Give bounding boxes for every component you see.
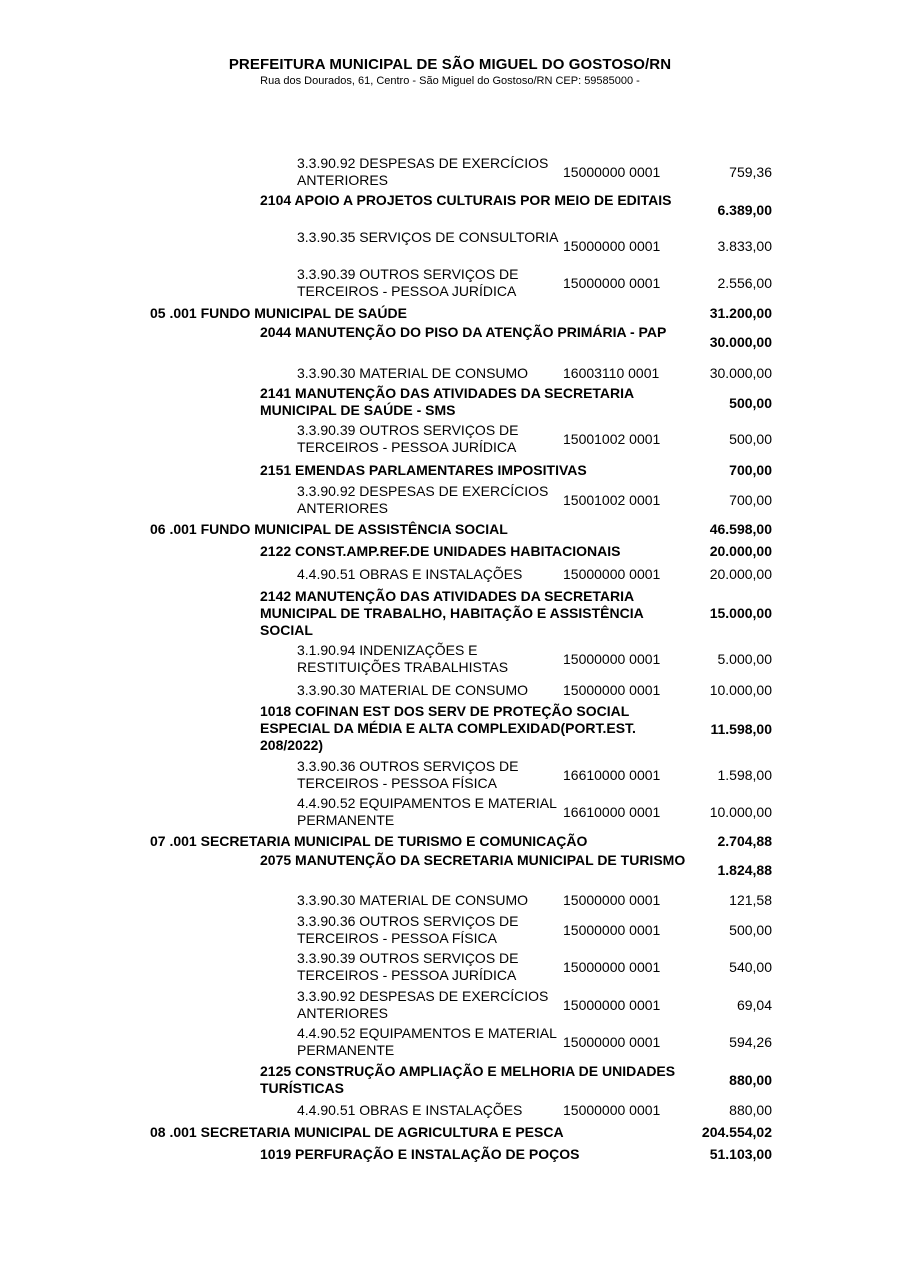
row-value: 11.598,00 (710, 721, 772, 737)
row-label: 4.4.90.51 OBRAS E INSTALAÇÕES (297, 1102, 523, 1118)
row-source: 15000000 0001 (563, 1102, 661, 1118)
row-source: 15000000 0001 (563, 682, 661, 698)
document-header (0, 56, 900, 87)
row-value: 700,00 (729, 492, 772, 508)
row-source: 15000000 0001 (563, 997, 661, 1013)
row-label: 3.3.90.30 MATERIAL DE CONSUMO (297, 365, 529, 381)
row-value: 204.554,02 (701, 1124, 772, 1140)
row-value: 15.000,00 (709, 605, 772, 621)
row-label: 07 .001 SECRETARIA MUNICIPAL DE TURISMO E COMUNICAÇÃO (150, 833, 588, 849)
row-label: 2075 MANUTENÇÃO DA SECRETARIA MUNICIPAL DE TURISMO (260, 852, 686, 868)
row-source: 15001002 0001 (563, 492, 661, 508)
row-label: 4.4.90.52 EQUIPAMENTOS E MATERIAL PERMANENTE (297, 795, 557, 828)
row-source: 15000000 0001 (563, 959, 661, 975)
row-value: 10.000,00 (709, 804, 772, 820)
row-value: 500,00 (729, 395, 772, 411)
row-value: 69,04 (736, 997, 772, 1013)
row-value: 594,26 (729, 1034, 772, 1050)
row-label: 05 .001 FUNDO MUNICIPAL DE SAÚDE (150, 305, 407, 321)
row-source: 15000000 0001 (563, 275, 661, 291)
row-label: 3.1.90.94 INDENIZAÇÕES E RESTITUIÇÕES TRABALHISTAS (297, 642, 509, 675)
row-value: 31.200,00 (709, 305, 772, 321)
row-value: 30.000,00 (709, 334, 772, 350)
row-label: 3.3.90.39 OUTROS SERVIÇOS DE TERCEIROS - PESSOA JURÍDICA (297, 422, 519, 455)
row-value: 10.000,00 (709, 682, 772, 698)
row-source: 15001002 0001 (563, 431, 661, 447)
row-value: 2.556,00 (717, 275, 772, 291)
row-value: 121,58 (729, 892, 772, 908)
row-label: 3.3.90.35 SERVIÇOS DE CONSULTORIA (297, 229, 559, 245)
row-label: 2142 MANUTENÇÃO DAS ATIVIDADES DA SECRETARIA MUNICIPAL DE TRABALHO, HABITAÇÃO E ASSISTÊNCIA SOCIAL (260, 588, 644, 638)
row-label: 2044 MANUTENÇÃO DO PISO DA ATENÇÃO PRIMÁRIA - PAP (260, 324, 667, 340)
row-label: 1019 PERFURAÇÃO E INSTALAÇÃO DE POÇOS (260, 1146, 580, 1162)
row-label: 3.3.90.92 DESPESAS DE EXERCÍCIOS ANTERIORES (297, 155, 549, 188)
row-value: 500,00 (729, 431, 772, 447)
row-source: 16003110 0001 (563, 365, 660, 381)
row-label: 08 .001 SECRETARIA MUNICIPAL DE AGRICULTURA E PESCA (150, 1124, 564, 1140)
row-label: 06 .001 FUNDO MUNICIPAL DE ASSISTÊNCIA SOCIAL (150, 521, 508, 537)
row-source: 15000000 0001 (563, 238, 661, 254)
row-label: 2104 APOIO A PROJETOS CULTURAIS POR MEIO DE EDITAIS (260, 192, 672, 208)
row-value: 500,00 (729, 922, 772, 938)
row-value: 1.598,00 (717, 767, 772, 783)
row-label: 3.3.90.39 OUTROS SERVIÇOS DE TERCEIROS - PESSOA JURÍDICA (297, 950, 519, 983)
row-value: 46.598,00 (709, 521, 772, 537)
row-value: 51.103,00 (709, 1146, 772, 1162)
row-value: 30.000,00 (709, 365, 772, 381)
row-source: 15000000 0001 (563, 164, 661, 180)
address-line: Rua dos Dourados, 61, Centro - São Miguel do Gostoso/RN CEP: 59585000 - (260, 75, 640, 87)
row-value: 700,00 (729, 462, 772, 478)
page-title: PREFEITURA MUNICIPAL DE SÃO MIGUEL DO GOSTOSO/RN (228, 56, 672, 73)
row-source: 15000000 0001 (563, 1034, 661, 1050)
row-source: 15000000 0001 (563, 892, 661, 908)
row-value: 759,36 (729, 164, 772, 180)
row-value: 5.000,00 (717, 651, 772, 667)
row-value: 880,00 (729, 1072, 772, 1088)
row-value: 880,00 (729, 1102, 772, 1118)
row-value: 1.824,88 (717, 862, 772, 878)
row-source: 15000000 0001 (563, 566, 661, 582)
row-label: 3.3.90.36 OUTROS SERVIÇOS DE TERCEIROS - PESSOA FÍSICA (297, 758, 519, 791)
row-label: 4.4.90.52 EQUIPAMENTOS E MATERIAL PERMANENTE (297, 1025, 557, 1058)
row-label: 3.3.90.36 OUTROS SERVIÇOS DE TERCEIROS - PESSOA FÍSICA (297, 913, 519, 946)
row-label: 3.3.90.92 DESPESAS DE EXERCÍCIOS ANTERIORES (297, 483, 549, 516)
row-source: 16610000 0001 (563, 804, 661, 820)
row-label: 3.3.90.92 DESPESAS DE EXERCÍCIOS ANTERIORES (297, 988, 549, 1021)
row-label: 2125 CONSTRUÇÃO AMPLIAÇÃO E MELHORIA DE UNIDADES TURÍSTICAS (260, 1063, 676, 1096)
row-label: 1018 COFINAN EST DOS SERV DE PROTEÇÃO SOCIAL ESPECIAL DA MÉDIA E ALTA COMPLEXIDAD(PORT.EST. 208/2022) (260, 703, 636, 753)
row-value: 2.704,88 (717, 833, 772, 849)
row-value: 3.833,00 (717, 238, 772, 254)
row-label: 2151 EMENDAS PARLAMENTARES IMPOSITIVAS (260, 462, 587, 478)
row-value: 20.000,00 (709, 566, 772, 582)
row-label: 2141 MANUTENÇÃO DAS ATIVIDADES DA SECRETARIA MUNICIPAL DE SAÚDE - SMS (260, 385, 634, 418)
row-value: 6.389,00 (717, 202, 772, 218)
row-value: 540,00 (729, 959, 772, 975)
row-source: 16610000 0001 (563, 767, 661, 783)
row-label: 2122 CONST.AMP.REF.DE UNIDADES HABITACIONAIS (260, 543, 621, 559)
row-label: 3.3.90.30 MATERIAL DE CONSUMO (297, 892, 529, 908)
row-source: 15000000 0001 (563, 922, 661, 938)
row-label: 3.3.90.30 MATERIAL DE CONSUMO (297, 682, 529, 698)
row-value: 20.000,00 (709, 543, 772, 559)
row-label: 4.4.90.51 OBRAS E INSTALAÇÕES (297, 566, 523, 582)
row-source: 15000000 0001 (563, 651, 661, 667)
row-label: 3.3.90.39 OUTROS SERVIÇOS DE TERCEIROS - PESSOA JURÍDICA (297, 266, 519, 299)
